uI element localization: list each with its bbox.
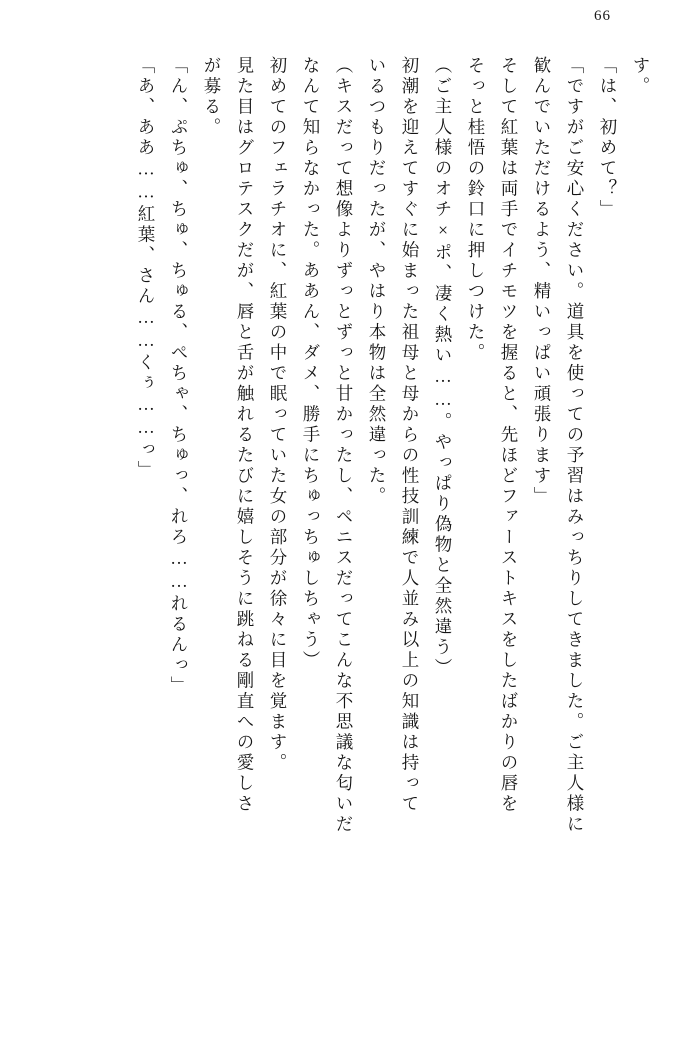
text-line: 「は、初めて？」 [598,56,618,220]
text-line: が募る。 [202,56,222,138]
page-number: 66 [594,8,611,24]
text-line: （ご主人様のオチ×ポ、凄く熱い……。やっぱり偽物と全然違う） [433,56,453,679]
text-line: 「ん、ぷちゅ、ちゅ、ちゅる、ぺちゃ、ちゅっ、れろ……れるんっ」 [169,56,189,697]
text-line: 歓んでいただけるよう、精いっぱい頑張ります」 [532,56,552,507]
text-line: （キスだって想像よりずっとずっと甘かったし、ペニスだってこんな不思議な匂いだ [334,56,354,835]
text-line: 初めてのフェラチオに、紅葉の中で眠っていた女の部分が徐々に目を覚ます。 [268,56,288,774]
text-line: いるつもりだったが、やはり本物は全然違った。 [367,56,387,507]
text-line: 見た目はグロテスクだが、唇と舌が触れるたびに嬉しそうに跳ねる剛直への愛しさ [235,56,255,815]
text-line: 「ですがご安心ください。道具を使っての予習はみっちりしてきました。ご主人様に [565,56,585,835]
text-line: そっと桂悟の鈴口に押しつけた。 [466,56,486,364]
text-line: なんて知らなかった。ああん、ダメ、勝手にちゅっちゅしちゃう） [301,56,321,671]
text-line: す。 [631,56,651,97]
text-line: 初潮を迎えてすぐに始まった祖母と母からの性技訓練で人並み以上の知識は持って [400,56,420,815]
text-line: 「あ、ああ……紅葉、さん……くぅ……っ」 [136,56,156,481]
vertical-text-block [30,56,649,1026]
text-line: そして紅葉は両手でイチモツを握ると、先ほどファーストキスをしたばかりの唇を [499,56,519,815]
